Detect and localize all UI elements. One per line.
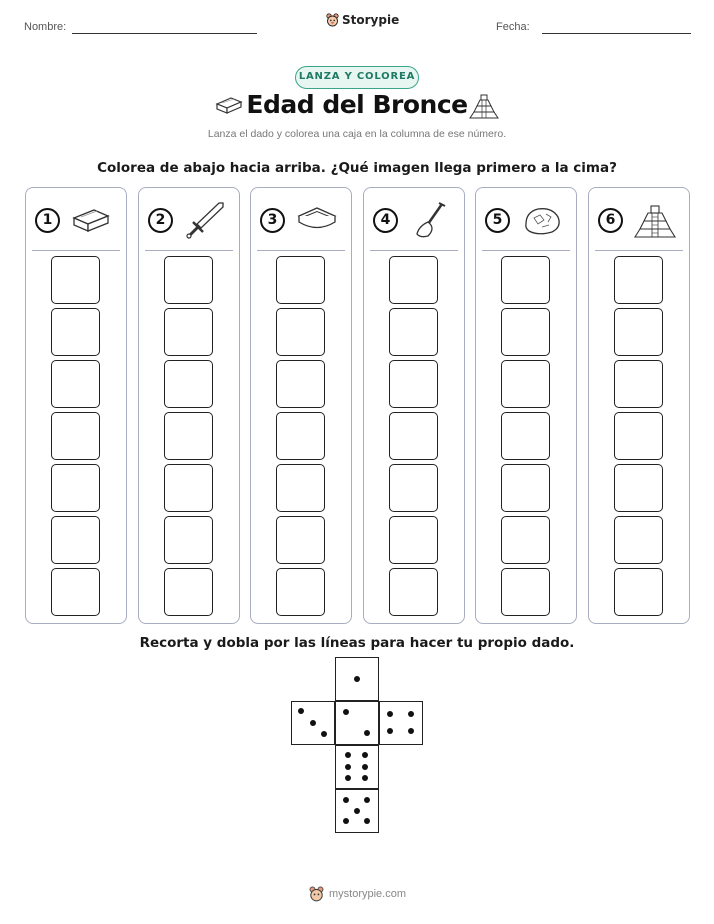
page-title: Edad del Bronce [246, 90, 468, 119]
column-number: 2 [148, 208, 173, 233]
ore-rock-icon [520, 200, 564, 240]
die-pip [310, 720, 316, 726]
die-pip [364, 730, 370, 736]
brand-logo [326, 13, 399, 27]
die-pip [354, 676, 360, 682]
column-divider [595, 250, 683, 251]
color-box[interactable] [389, 412, 438, 460]
ziggurat-icon [633, 200, 677, 240]
storypie-mascot-icon [309, 886, 324, 902]
column-number: 6 [598, 208, 623, 233]
die-pip [321, 731, 327, 737]
color-box[interactable] [389, 256, 438, 304]
die-pip [387, 728, 393, 734]
die-face-6 [335, 745, 379, 789]
dice-column-5 [475, 187, 577, 624]
color-box[interactable] [276, 360, 325, 408]
color-box[interactable] [164, 568, 213, 616]
die-pip [343, 818, 349, 824]
color-box[interactable] [389, 308, 438, 356]
color-box[interactable] [276, 256, 325, 304]
die-pip [408, 711, 414, 717]
column-header [139, 200, 239, 240]
color-box[interactable] [276, 412, 325, 460]
name-label: Nombre: [24, 21, 67, 33]
color-box[interactable] [389, 516, 438, 564]
column-divider [257, 250, 345, 251]
color-box[interactable] [276, 568, 325, 616]
column-number: 5 [485, 208, 510, 233]
die-pip [343, 709, 349, 715]
dice-column-2 [138, 187, 240, 624]
column-header [251, 200, 351, 240]
color-box[interactable] [276, 464, 325, 512]
color-box[interactable] [51, 360, 100, 408]
color-box[interactable] [164, 360, 213, 408]
column-header [476, 200, 576, 240]
bronze-ingot-icon [70, 200, 114, 240]
brand-name: Storypie [342, 13, 400, 27]
dice-column-1 [25, 187, 127, 624]
color-box[interactable] [276, 308, 325, 356]
color-box[interactable] [614, 412, 663, 460]
die-pip [364, 797, 370, 803]
instruction-bottom: Recorta y dobla por las líneas para hacer tu propio dado. [139, 635, 575, 651]
color-box[interactable] [614, 464, 663, 512]
ziggurat-icon [467, 92, 501, 120]
color-box[interactable] [389, 360, 438, 408]
die-pip [362, 775, 368, 781]
die-pip [364, 818, 370, 824]
color-box[interactable] [501, 568, 550, 616]
color-box[interactable] [276, 516, 325, 564]
color-box[interactable] [51, 568, 100, 616]
dice-column-4 [363, 187, 465, 624]
die-pip [298, 708, 304, 714]
die-pip [362, 764, 368, 770]
activity-badge: LANZA Y COLOREA [295, 66, 419, 89]
column-header [26, 200, 126, 240]
die-pip [387, 711, 393, 717]
die-face-3 [291, 701, 335, 745]
shovel-icon [408, 200, 452, 240]
die-pip [408, 728, 414, 734]
color-box[interactable] [389, 464, 438, 512]
sword-icon [183, 200, 227, 240]
color-box[interactable] [164, 256, 213, 304]
color-box[interactable] [164, 516, 213, 564]
column-divider [145, 250, 233, 251]
color-box[interactable] [501, 464, 550, 512]
color-box[interactable] [614, 568, 663, 616]
column-divider [482, 250, 570, 251]
color-box[interactable] [614, 360, 663, 408]
color-box[interactable] [51, 516, 100, 564]
color-box[interactable] [164, 412, 213, 460]
color-box[interactable] [51, 308, 100, 356]
die-face-2 [335, 701, 379, 745]
subtitle: Lanza el dado y colorea una caja en la columna de ese número. [207, 128, 507, 140]
footer-link[interactable]: mystorypie.com [329, 888, 407, 900]
color-box[interactable] [51, 412, 100, 460]
date-label: Fecha: [496, 21, 530, 33]
column-number: 4 [373, 208, 398, 233]
die-pip [362, 752, 368, 758]
color-box[interactable] [501, 516, 550, 564]
column-number: 1 [35, 208, 60, 233]
color-box[interactable] [389, 568, 438, 616]
date-line[interactable] [542, 33, 691, 34]
die-pip [345, 764, 351, 770]
die-pip [345, 752, 351, 758]
storypie-mascot-icon [326, 13, 339, 27]
color-box[interactable] [51, 256, 100, 304]
die-face-5 [335, 789, 379, 833]
color-box[interactable] [614, 308, 663, 356]
column-header [589, 200, 689, 240]
column-header [364, 200, 464, 240]
name-line[interactable] [72, 33, 257, 34]
die-pip [354, 808, 360, 814]
color-box[interactable] [501, 412, 550, 460]
color-box[interactable] [501, 360, 550, 408]
color-box[interactable] [164, 308, 213, 356]
dice-column-3 [250, 187, 352, 624]
column-divider [370, 250, 458, 251]
color-box[interactable] [164, 464, 213, 512]
color-box[interactable] [501, 256, 550, 304]
color-box[interactable] [614, 516, 663, 564]
color-box[interactable] [614, 256, 663, 304]
die-face-4 [379, 701, 423, 745]
column-number: 3 [260, 208, 285, 233]
column-divider [32, 250, 120, 251]
footer [309, 886, 406, 902]
die-pip [345, 775, 351, 781]
instruction-top: Colorea de abajo hacia arriba. ¿Qué imagen llega primero a la cima? [97, 160, 617, 176]
color-box[interactable] [501, 308, 550, 356]
die-face-1 [335, 657, 379, 701]
die-pip [343, 797, 349, 803]
color-box[interactable] [51, 464, 100, 512]
mold-icon [295, 200, 339, 240]
dice-column-6 [588, 187, 690, 624]
